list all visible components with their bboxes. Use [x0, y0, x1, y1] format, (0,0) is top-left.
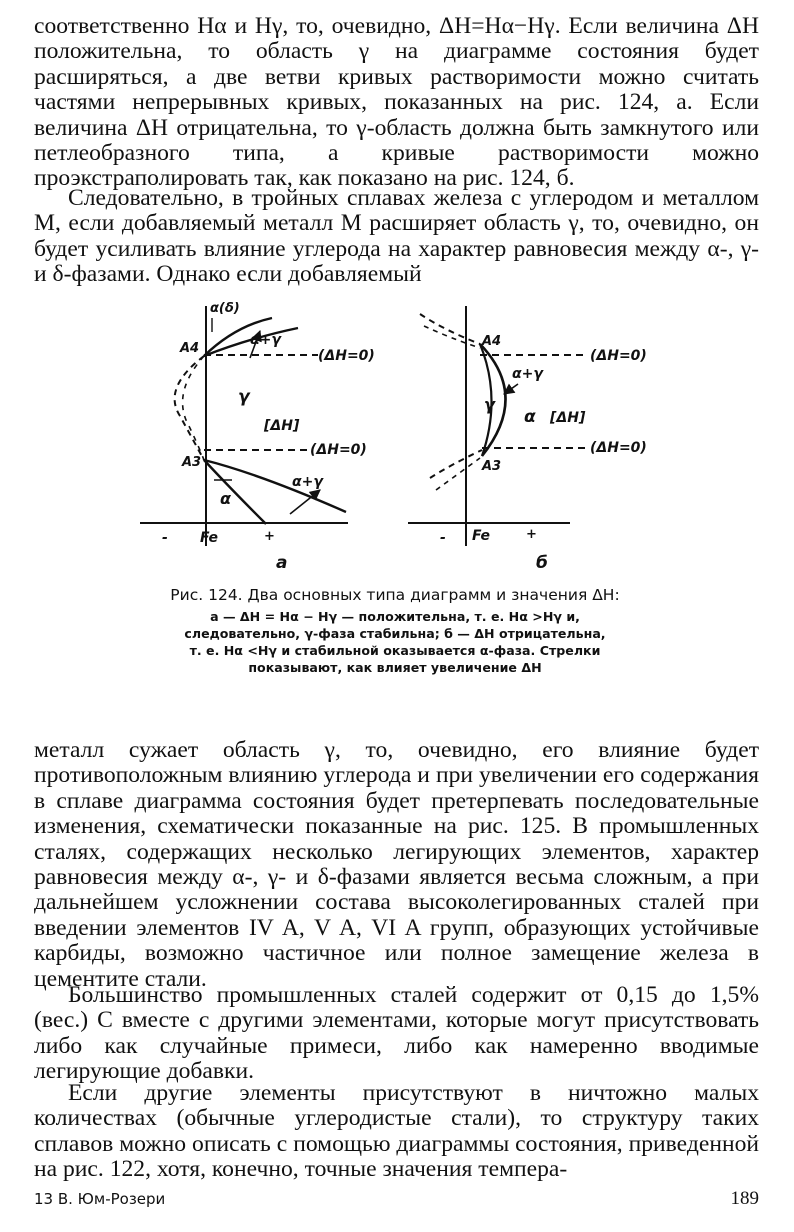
signature-mark: 13 В. Юм-Розери — [34, 1190, 166, 1208]
label-gamma: γ — [238, 387, 250, 407]
label-b-minus: - — [440, 530, 446, 546]
label-b-dh: [ΔH] — [550, 410, 586, 426]
page-footer — [34, 1190, 759, 1214]
label-alpha-delta: α(δ) — [210, 301, 240, 316]
figure-124 — [140, 298, 660, 580]
caption-line-4: показывают, как влияет увеличение ΔH — [248, 660, 542, 675]
label-a3: A3 — [182, 455, 202, 470]
panel-b-dashed-bottom-1 — [430, 450, 482, 478]
phase-diagrams — [140, 298, 660, 580]
caption-line-1: а — ΔH = Hα − Hγ — положительна, т. е. Hα >Hγ и, — [210, 609, 580, 624]
label-dh0-bottom: (ΔH=0) — [310, 442, 367, 458]
label-b-alpha: α — [524, 407, 536, 427]
label-b-dh0-top: (ΔH=0) — [590, 348, 647, 364]
page-number: 189 — [730, 1188, 759, 1209]
label-b-gamma: γ — [484, 395, 495, 414]
panel-b-letter: б — [536, 553, 548, 573]
caption-line-3: т. е. Hα <Hγ и стабильной оказывается α-фаза. Стрелки — [189, 643, 601, 658]
paragraph-2: Следовательно, в тройных сплавах железа с углеродом и металлом M, если добавляемый металл M расширяет область γ, то, очевидно, он будет усиливать влияние углерода на характер равновесия между α-, γ- и δ-фазами. Однако если добавляемый — [34, 185, 759, 288]
panel-a-letter: а — [276, 553, 288, 573]
label-a4: A4 — [180, 341, 200, 356]
label-alpha-gamma-bottom: α+γ — [292, 474, 323, 490]
label-b-dh0-bottom: (ΔH=0) — [590, 440, 647, 456]
label-alpha: α — [220, 489, 231, 508]
label-dh0-top: (ΔH=0) — [318, 348, 375, 364]
panel-b — [408, 306, 647, 573]
label-b-alpha-gamma: α+γ — [512, 366, 543, 382]
paragraph-3: металл сужает область γ, то, очевидно, его влияние будет противоположным влиянию углерода и при увеличении его содержания в сплаве диаграмма состояния будет претерпевать последовательные изменения, схематически показанные на рис. 125. В промышленных сталях, содержащих несколько легирующих элементов, характер равновесия между α-, γ- и δ-фазами является весьма сложным, а при дальнейшем усложнении состава высоколегированных сталей при введении элементов IV A, V A, VI A групп, образующих устойчивые карбиды, возможно частичное или полное замещение железа в цементите стали. — [34, 737, 759, 992]
panel-b-arrow — [504, 384, 518, 394]
label-alpha-gamma-top: α+γ — [250, 332, 281, 348]
panel-b-dashed-top-1 — [420, 314, 480, 344]
label-dh: [ΔH] — [264, 418, 300, 434]
paragraph-5: Если другие элементы присутствуют в ничтожно малых количествах (обычные углеродистые стали), то структуру таких сплавов можно описать с помощью диаграммы состояния, приведенной на рис. 122, хотя, конечно, точные значения темпера- — [34, 1080, 759, 1183]
label-fe: Fe — [200, 530, 218, 546]
caption-line-2: следовательно, γ-фаза стабильна; б — ΔH отрицательна, — [184, 626, 606, 641]
panel-a-dashed-loop-1 — [175, 356, 204, 460]
label-b-a4: A4 — [482, 334, 502, 349]
panel-b-dashed-top-2 — [424, 326, 480, 348]
label-b-a3: A3 — [482, 459, 502, 474]
figure-caption — [130, 586, 660, 676]
label-plus: + — [264, 529, 275, 544]
paragraph-4: Большинство промышленных сталей содержит от 0,15 до 1,5% (вес.) C вместе с другими элементами, которые могут присутствовать либо как случайные примеси, либо как намеренно вводимые легирующие добавки. — [34, 982, 759, 1085]
caption-title: Рис. 124. Два основных типа диаграмм и значения ΔH: — [170, 586, 620, 604]
label-b-fe: Fe — [472, 528, 490, 544]
label-b-plus: + — [526, 527, 537, 542]
panel-a — [140, 301, 375, 573]
paragraph-1: соответственно Hα и Hγ, то, очевидно, ΔH=Hα−Hγ. Если величина ΔH положительна, то область γ на диаграмме состояния будет расширяться, а две ветви кривых растворимости можно считать частями непрерывных кривых, показанных на рис. 124, а. Если величина ΔH отрицательна, то γ-область должна быть замкнутого или петлеобразного типа, а кривые растворимости можно проэкстраполировать так, как показано на рис. 124, б. — [34, 13, 759, 192]
label-minus: - — [162, 530, 168, 546]
panel-b-dashed-bottom-2 — [436, 458, 480, 490]
